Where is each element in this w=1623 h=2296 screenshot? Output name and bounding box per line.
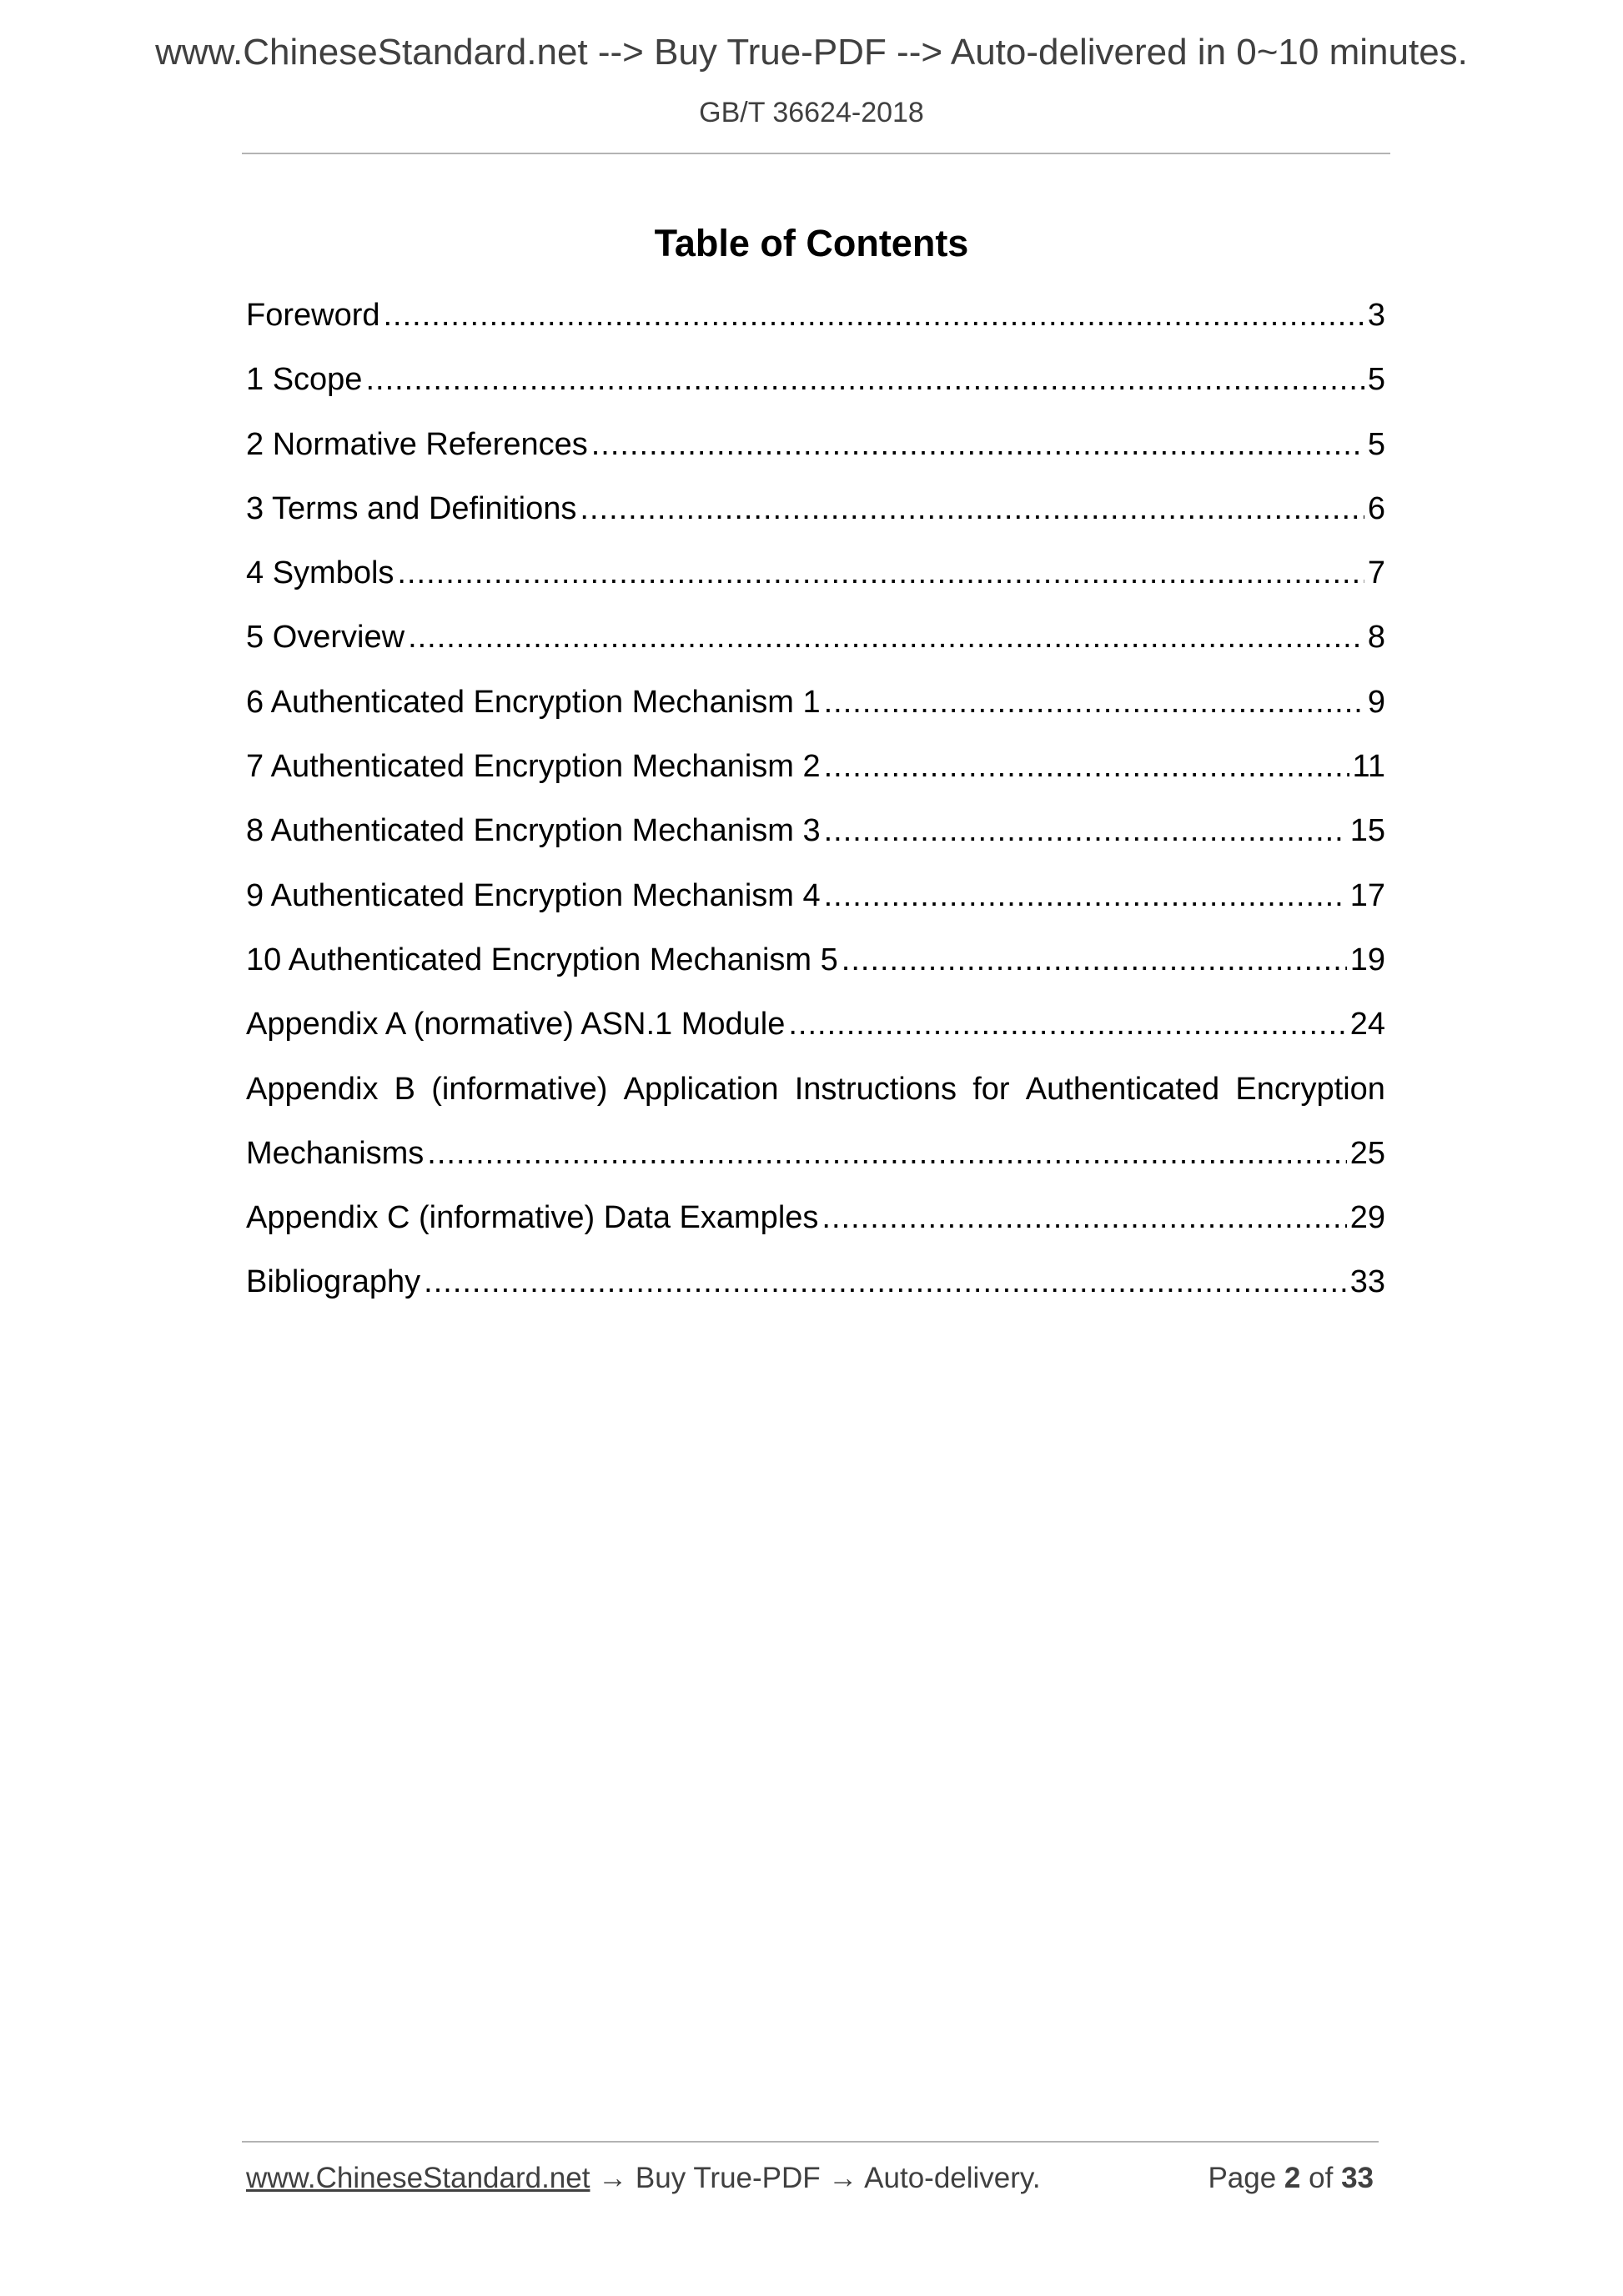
toc-entry-scope[interactable] bbox=[246, 361, 1385, 425]
toc-entry-page: 5 bbox=[1367, 426, 1385, 462]
toc-entry-label: Bibliography bbox=[246, 1264, 421, 1300]
page-current: 2 bbox=[1284, 2162, 1301, 2194]
toc-entry-bibliography[interactable] bbox=[246, 1264, 1385, 1328]
page-footer bbox=[246, 2162, 1374, 2195]
toc-dot-leader bbox=[365, 361, 1364, 399]
toc-dot-leader bbox=[788, 1006, 1346, 1044]
toc-dot-leader bbox=[822, 1199, 1346, 1238]
toc-entry-appendix-c[interactable] bbox=[246, 1199, 1385, 1264]
toc-entry-label: 7 Authenticated Encryption Mechanism 2 bbox=[246, 749, 821, 785]
toc-entry-label: 2 Normative References bbox=[246, 426, 588, 462]
toc-entry-page: 9 bbox=[1367, 684, 1385, 720]
toc-entry-label: Appendix A (normative) ASN.1 Module bbox=[246, 1007, 786, 1042]
toc-entry-page: 24 bbox=[1349, 1007, 1385, 1042]
toc-entry-label-line-2: Mechanisms bbox=[246, 1135, 425, 1171]
toc-entry-page: 11 bbox=[1352, 749, 1385, 785]
toc-entry-mechanism-1[interactable] bbox=[246, 684, 1385, 748]
toc-entry-terms-and-definitions[interactable] bbox=[246, 490, 1385, 555]
toc-entry-page: 33 bbox=[1349, 1264, 1385, 1300]
toc-dot-leader bbox=[397, 555, 1364, 593]
footer-divider bbox=[242, 2141, 1379, 2143]
header-divider bbox=[242, 153, 1390, 154]
toc-entry-label: 9 Authenticated Encryption Mechanism 4 bbox=[246, 877, 821, 913]
page-of-label: of bbox=[1309, 2162, 1334, 2194]
toc-entry-label: 3 Terms and Definitions bbox=[246, 490, 577, 526]
toc-entry-label: Foreword bbox=[246, 298, 380, 333]
toc-dot-leader bbox=[842, 942, 1347, 980]
toc-entry-appendix-a[interactable] bbox=[246, 1006, 1385, 1070]
toc-entry-page: 29 bbox=[1349, 1200, 1385, 1236]
page-total: 33 bbox=[1341, 2162, 1374, 2194]
toc-entry-label: 6 Authenticated Encryption Mechanism 1 bbox=[246, 684, 821, 720]
toc-entry-label: 1 Scope bbox=[246, 362, 363, 398]
toc-dot-leader bbox=[427, 1135, 1346, 1173]
toc-dot-leader bbox=[424, 1264, 1347, 1302]
toc-dot-leader bbox=[824, 877, 1347, 916]
footer-left bbox=[246, 2162, 1041, 2195]
footer-tagline: → Buy True-PDF → Auto-delivery. bbox=[598, 2162, 1041, 2194]
header-banner: www.ChineseStandard.net --> Buy True-PDF --> Auto-delivered in 0~10 minutes. bbox=[155, 32, 1468, 73]
toc-entry-page: 8 bbox=[1367, 620, 1385, 656]
toc-dot-leader bbox=[580, 490, 1364, 529]
toc-entry-label: Appendix C (informative) Data Examples bbox=[246, 1200, 819, 1236]
toc-entry-page: 15 bbox=[1349, 813, 1385, 849]
toc-dot-leader bbox=[408, 619, 1364, 657]
toc-entry-label: 4 Symbols bbox=[246, 555, 394, 591]
toc-entry-label: 10 Authenticated Encryption Mechanism 5 bbox=[246, 942, 838, 977]
toc-dot-leader bbox=[591, 426, 1364, 465]
toc-entry-mechanism-3[interactable] bbox=[246, 812, 1385, 877]
toc-entry-page: 19 bbox=[1349, 942, 1385, 977]
toc-entry-label-line-1: Appendix B (informative) Application Instructions for Authenticated Encryption bbox=[246, 1071, 1385, 1107]
toc-entry-label: 5 Overview bbox=[246, 620, 405, 656]
toc-title: Table of Contents bbox=[654, 222, 969, 264]
toc-entry-overview[interactable] bbox=[246, 619, 1385, 683]
toc-entry-mechanism-4[interactable] bbox=[246, 877, 1385, 942]
toc-entry-page: 6 bbox=[1367, 490, 1385, 526]
toc-entry-page: 25 bbox=[1349, 1135, 1385, 1171]
table-of-contents bbox=[246, 297, 1385, 1329]
toc-entry-mechanism-2[interactable] bbox=[246, 748, 1385, 812]
toc-entry-mechanism-5[interactable] bbox=[246, 942, 1385, 1006]
toc-entry-page: 5 bbox=[1367, 362, 1385, 398]
toc-entry-page: 7 bbox=[1367, 555, 1385, 591]
page-label: Page bbox=[1208, 2162, 1277, 2194]
toc-entry-foreword[interactable] bbox=[246, 297, 1385, 361]
toc-dot-leader bbox=[824, 748, 1349, 786]
toc-entry-page: 3 bbox=[1367, 298, 1385, 333]
page-number bbox=[1208, 2162, 1374, 2195]
footer-site-link[interactable]: www.ChineseStandard.net bbox=[246, 2162, 590, 2194]
toc-entry-symbols[interactable] bbox=[246, 555, 1385, 619]
document-code: GB/T 36624-2018 bbox=[699, 97, 924, 128]
toc-dot-leader bbox=[824, 684, 1364, 722]
toc-entry-normative-references[interactable] bbox=[246, 426, 1385, 490]
toc-entry-label: 8 Authenticated Encryption Mechanism 3 bbox=[246, 813, 821, 849]
toc-entry-appendix-b[interactable] bbox=[246, 1071, 1385, 1200]
toc-dot-leader bbox=[384, 297, 1364, 335]
toc-dot-leader bbox=[824, 812, 1347, 851]
toc-entry-page: 17 bbox=[1349, 877, 1385, 913]
